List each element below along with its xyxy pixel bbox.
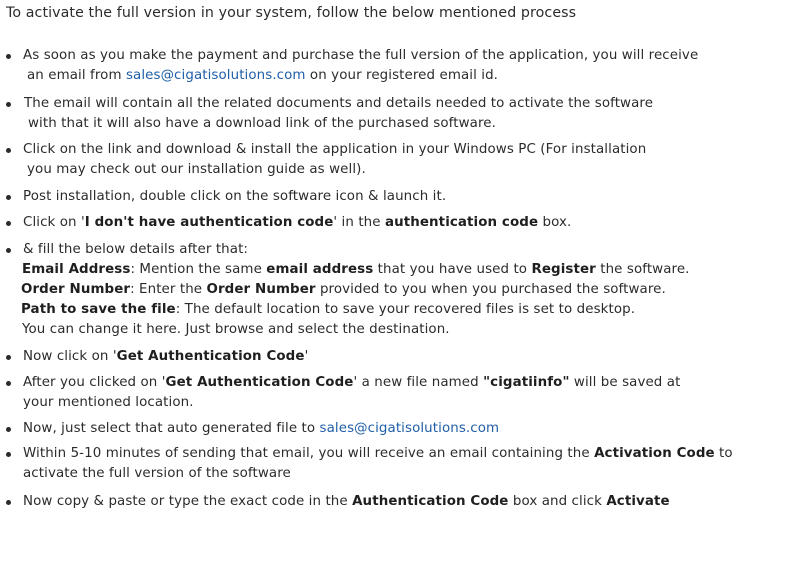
step-7-line-1 — [23, 347, 308, 367]
email-address-text-2: that you have used to — [373, 262, 532, 277]
sales-email-link[interactable]: sales@cigatisolutions.com — [125, 68, 306, 83]
bullet-icon — [6, 195, 11, 200]
step-3-line-1: Click on the link and download & install the application in your Windows PC (For installation — [23, 142, 647, 157]
step-5-text-e: box. — [538, 215, 572, 230]
step-7-bold-b: Get Authentication Code — [116, 349, 305, 364]
step-1-text-b: an email from — [27, 68, 126, 83]
step-6-text — [23, 240, 690, 340]
step-5-bold-d: authentication code — [384, 215, 539, 230]
step-9-line-1 — [23, 419, 499, 439]
sales-email-link-2[interactable]: sales@cigatisolutions.com — [319, 421, 500, 436]
bullet-icon — [6, 102, 11, 107]
step-7-text-c: ' — [304, 349, 309, 364]
step-8-text — [23, 373, 680, 413]
step-3-text — [23, 140, 646, 180]
step-1-line-1: As soon as you make the payment and purchase the full version of the application, you will receive — [23, 48, 699, 63]
step-5-text — [23, 213, 571, 233]
step-1-line-2 — [23, 66, 698, 86]
step-11-text-c: box and click — [508, 494, 607, 509]
authentication-code-bold: Authentication Code — [352, 494, 509, 509]
order-number-text-1: : Enter the — [130, 282, 207, 297]
step-8-bold-d: "cigatiinfo" — [483, 375, 570, 390]
bullet-icon — [6, 248, 11, 253]
step-1-text-c: on your registered email id. — [305, 68, 499, 83]
step-11-line-1 — [23, 492, 670, 512]
order-number-label: Order Number — [21, 282, 131, 297]
step-4-line-1: Post installation, double click on the software icon & launch it. — [23, 189, 447, 204]
step-5-text-c: ' in the — [333, 215, 385, 230]
step-2-line-2: with that it will also have a download link of the purchased software. — [28, 116, 496, 131]
step-11-text — [23, 492, 670, 512]
step-10-text-c: to — [714, 446, 733, 461]
step-8-line-1 — [23, 373, 680, 393]
bullet-icon — [6, 452, 11, 457]
step-3-line-2: you may check out our installation guide as well). — [27, 162, 366, 177]
step-5-text-a: Click on ' — [23, 215, 85, 230]
email-address-text-3: the software. — [595, 262, 690, 277]
step-7-text — [23, 347, 308, 367]
activation-code-bold: Activation Code — [594, 446, 715, 461]
step-8-line-2: your mentioned location. — [23, 395, 194, 410]
activate-bold: Activate — [606, 494, 670, 509]
bullet-icon — [6, 427, 11, 432]
path-to-save-text: : The default location to save your recovered files is set to desktop. — [175, 302, 636, 317]
bullet-icon — [6, 54, 11, 59]
step-8-text-c: ' a new file named — [353, 375, 484, 390]
bullet-icon — [6, 221, 11, 226]
step-9-text — [23, 419, 499, 439]
path-to-save-text-2: You can change it here. Just browse and select the destination. — [22, 322, 450, 337]
bullet-icon — [6, 500, 11, 505]
order-number-bold: Order Number — [206, 282, 316, 297]
step-8-text-a: After you clicked on ' — [23, 375, 166, 390]
step-7-text-a: Now click on ' — [23, 349, 117, 364]
step-10-text-a: Within 5-10 minutes of sending that email, you will receive an email containing the — [23, 446, 595, 461]
step-10-text — [23, 444, 733, 484]
step-2-line-1: The email will contain all the related documents and details needed to activate the software — [24, 96, 654, 111]
path-to-save-label: Path to save the file — [21, 302, 176, 317]
email-address-label: Email Address — [22, 262, 131, 277]
step-10-line-1 — [23, 444, 733, 464]
bullet-icon — [6, 355, 11, 360]
intro-text: To activate the full version in your system, follow the below mentioned process — [6, 5, 577, 21]
email-address-text-1: : Mention the same — [130, 262, 267, 277]
order-number-text-2: provided to you when you purchased the software. — [315, 282, 666, 297]
path-to-save-line — [21, 300, 690, 320]
step-8-text-e: will be saved at — [569, 375, 681, 390]
email-address-line — [22, 260, 690, 280]
step-6-line-1: & fill the below details after that: — [23, 242, 249, 257]
order-number-line — [21, 280, 690, 300]
email-address-bold: email address — [266, 262, 374, 277]
step-11-text-a: Now copy & paste or type the exact code in the — [23, 494, 353, 509]
step-8-bold-b: Get Authentication Code — [165, 375, 354, 390]
step-1-text — [23, 46, 698, 86]
step-2-text — [24, 94, 653, 134]
step-5-line-1 — [23, 213, 571, 233]
step-5-bold-b: I don't have authentication code — [84, 215, 334, 230]
bullet-icon — [6, 381, 11, 386]
register-bold: Register — [531, 262, 596, 277]
step-4-text — [23, 187, 446, 207]
step-9-text-a: Now, just select that auto generated file to — [23, 421, 320, 436]
step-10-line-2: activate the full version of the software — [23, 466, 291, 481]
bullet-icon — [6, 148, 11, 153]
